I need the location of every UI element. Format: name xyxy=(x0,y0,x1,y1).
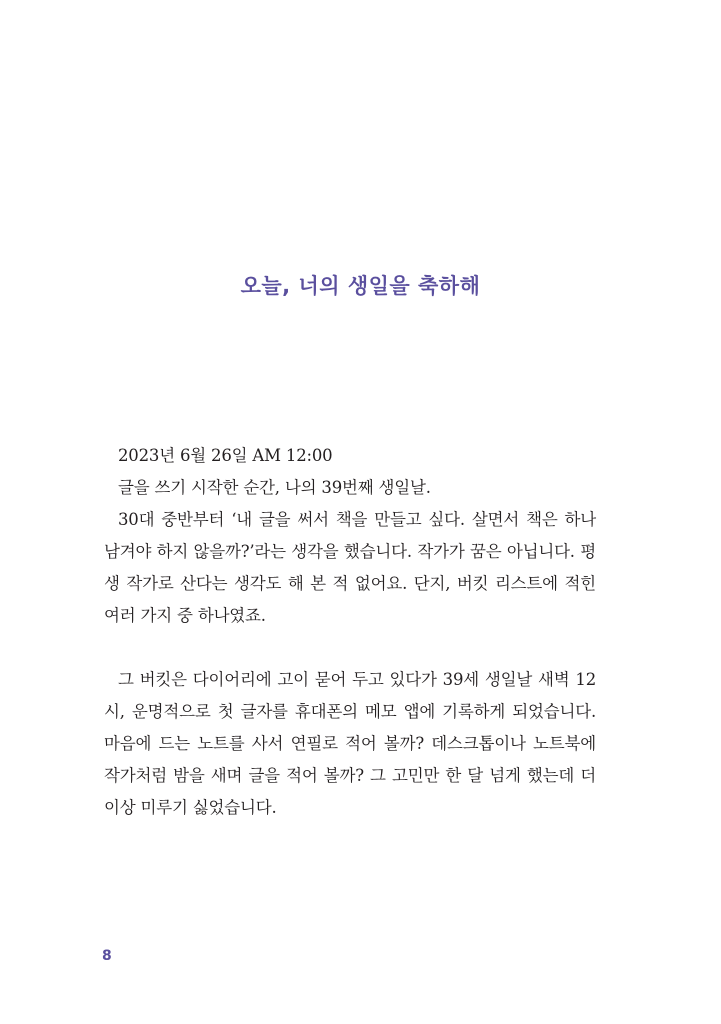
body-text xyxy=(104,440,596,824)
paragraph-2: 30대 중반부터 ‘내 글을 써서 책을 만들고 싶다. 살면서 책은 하나 남겨야 하지 않을까?’라는 생각을 했습니다. 작가가 꿈은 아닙니다. 평생 작가로 산다는 생각도 해 본 적 없어요. 단지, 버킷 리스트에 적힌 여러 가지 중 하나였죠. xyxy=(104,510,596,625)
paragraph-1: 글을 쓰기 시작한 순간, 나의 39번째 생일날. xyxy=(118,478,431,497)
page-number: 8 xyxy=(102,948,112,964)
chapter-title: 오늘, 너의 생일을 축하해 xyxy=(240,274,481,298)
paragraph-3: 그 버킷은 다이어리에 고이 묻어 두고 있다가 39세 생일날 새벽 12시, 운명적으로 첫 글자를 휴대폰의 메모 앱에 기록하게 되었습니다. 마음에 드는 노트를 사서 연필로 적어 볼까? 데스크톱이나 노트북에 작가처럼 밤을 새며 글을 적어 볼까? 그 고민만 한 달 넘게 했는데 더 이상 미루기 싫었습니다. xyxy=(104,670,596,817)
date-line: 2023년 6월 26일 AM 12:00 xyxy=(118,446,333,465)
